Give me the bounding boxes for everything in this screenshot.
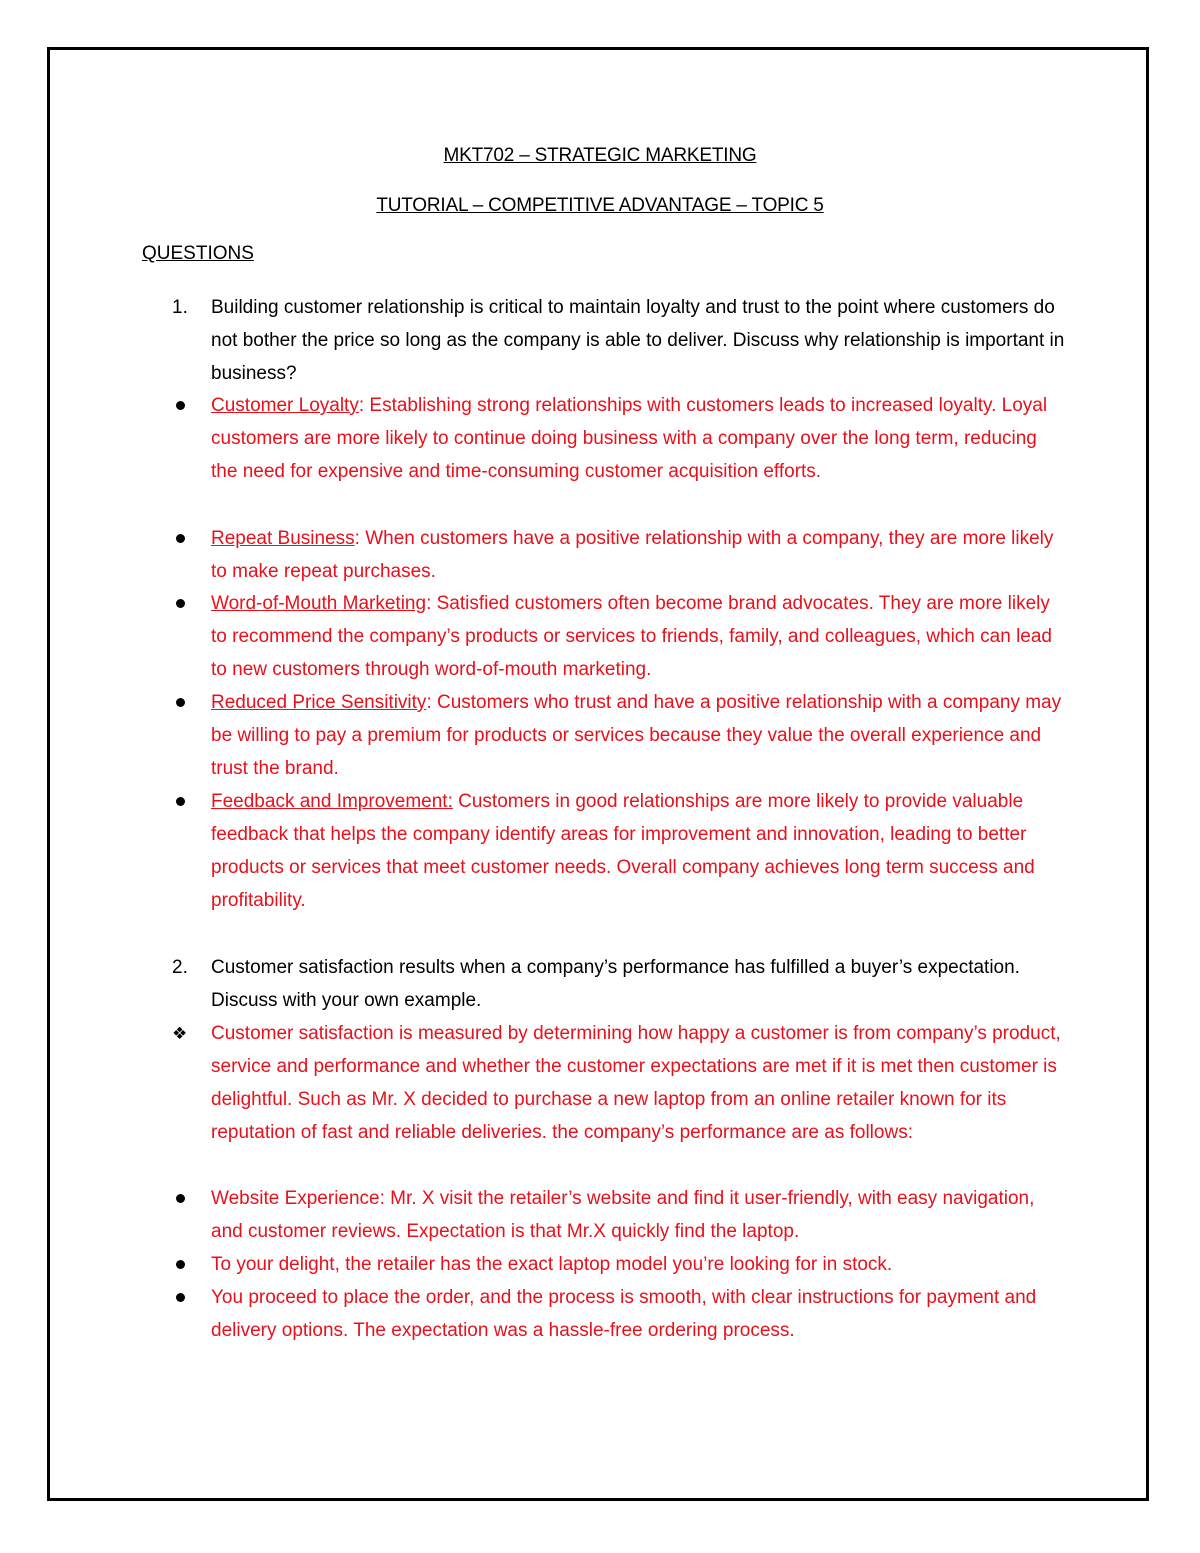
answer-label: Reduced Price Sensitivity xyxy=(211,692,427,713)
bullet-icon xyxy=(176,599,185,608)
answer-text: : Customers who trust and have a positive relationship with a company may be willing to pay a premium for products or services because they value the overall experience and trust the brand. xyxy=(211,692,1062,779)
bullet-icon xyxy=(176,1194,185,1203)
answer-text: Customer satisfaction is measured by determining how happy a customer is from company’s product, service and performance and whether the customer expectations are met if it is met then customer is delightful. Such as Mr. X decided to purchase a new laptop from an online retailer known for its reputation of fast and reliable deliveries. the company’s performance are as follows: xyxy=(211,1023,1061,1143)
question-number: 2. xyxy=(172,957,188,978)
answer-label: Feedback and Improvement: xyxy=(211,791,453,812)
answer-text: Website Experience: Mr. X visit the retailer’s website and find it user-friendly, with easy navigation, and customer reviews. Expectation is that Mr.X quickly find the laptop. xyxy=(211,1188,1035,1242)
answer-text: To your delight, the retailer has the exact laptop model you’re looking for in stock. xyxy=(211,1254,893,1275)
answer-text: You proceed to place the order, and the process is smooth, with clear instructions for payment and delivery options. The expectation was a hassle-free ordering process. xyxy=(211,1287,1037,1341)
answer-text: : Satisfied customers often become brand advocates. They are more likely to recommend the company’s products or services to friends, family, and colleagues, which can lead to new customers through word-of-mouth marketing. xyxy=(211,593,1052,680)
answer-text: Customers in good relationships are more likely to provide valuable feedback that helps the company identify areas for improvement and innovation, leading to better products or services that meet customer needs. Overall company achieves long term success and profitability. xyxy=(211,791,1035,911)
answer-text: : Establishing strong relationships with customers leads to increased loyalty. Loyal customers are more likely to continue doing business with a company over the long term, reducing the need for expensive and time-consuming customer acquisition efforts. xyxy=(211,395,1048,482)
document-title: MKT702 – STRATEGIC MARKETING xyxy=(443,145,757,166)
question-text: Customer satisfaction results when a company’s performance has fulfilled a buyer’s expectation. Discuss with your own example. xyxy=(211,957,1020,1011)
bullet-icon xyxy=(176,1260,185,1269)
bullet-icon xyxy=(176,534,185,543)
question-number: 1. xyxy=(172,297,188,318)
bullet-icon xyxy=(176,401,185,410)
section-heading: QUESTIONS xyxy=(142,243,254,264)
document-subtitle: TUTORIAL – COMPETITIVE ADVANTAGE – TOPIC 5 xyxy=(376,195,824,216)
answer-label: Customer Loyalty xyxy=(211,395,359,416)
bullet-icon xyxy=(176,698,185,707)
answer-text: : When customers have a positive relationship with a company, they are more likely to make repeat purchases. xyxy=(211,528,1054,582)
answer-label: Word-of-Mouth Marketing xyxy=(211,593,427,614)
question-text: Building customer relationship is critical to maintain loyalty and trust to the point where customers do not bother the price so long as the company is able to deliver. Discuss why relationship is important in business? xyxy=(211,297,1065,384)
bullet-icon xyxy=(176,797,185,806)
bullet-icon xyxy=(176,1293,185,1302)
diamond-bullet-icon: ❖ xyxy=(172,1024,188,1043)
answer-label: Repeat Business xyxy=(211,528,355,549)
